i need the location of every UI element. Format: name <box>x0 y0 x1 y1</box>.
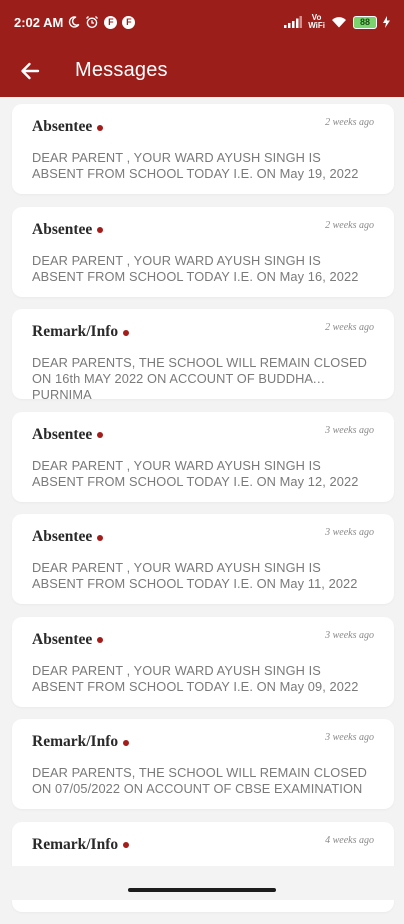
unread-dot <box>97 432 103 438</box>
message-category: Absentee <box>32 528 93 545</box>
message-category: Absentee <box>32 220 93 238</box>
message-card[interactable] <box>12 104 394 194</box>
message-category: Absentee <box>32 118 93 135</box>
message-category: Remark/Info <box>32 323 119 340</box>
unread-dot <box>123 740 129 746</box>
unread-dot <box>123 842 129 848</box>
status-bar <box>0 0 404 44</box>
unread-dot <box>97 125 103 131</box>
message-time: 3 weeks ago <box>325 424 374 436</box>
header <box>0 0 404 97</box>
message-text: DEAR PARENTS, THE SCHOOL WILL REMAIN CLOSED ON 07/05/2022 ON ACCOUNT OF CBSE EXAMINATION <box>32 765 367 796</box>
message-time: 4 weeks ago <box>325 834 374 846</box>
message-time: 3 weeks ago <box>325 732 374 743</box>
message-text: DEAR PARENT , YOUR WARD AYUSH SINGH IS ABSENT FROM SCHOOL TODAY I.E. ON May 12, 2022 <box>32 457 359 489</box>
message-card[interactable] <box>12 412 394 502</box>
message-text: DEAR PARENT , YOUR WARD AYUSH SINGH IS ABSENT FROM SCHOOL TODAY I.E. ON May 09, 2022 <box>32 662 359 694</box>
page-title: Messages <box>75 59 168 81</box>
message-time: 2 weeks ago <box>325 219 374 231</box>
back-button[interactable] <box>10 51 50 91</box>
unread-dot <box>97 535 103 541</box>
message-text: DEAR PARENT , YOUR WARD AYUSH SINGH IS ABSENT FROM SCHOOL TODAY I.E. ON May 19, 2022 <box>32 150 359 181</box>
app-f-icon: F <box>104 16 117 29</box>
message-time: 3 weeks ago <box>325 527 374 538</box>
moon-icon <box>68 16 80 28</box>
message-time: 2 weeks ago <box>325 117 374 128</box>
message-card[interactable] <box>12 514 394 604</box>
app-bar <box>0 44 404 97</box>
status-time: 2:02 AM <box>14 14 64 30</box>
navigation-bar <box>0 866 404 900</box>
message-list[interactable] <box>12 104 394 924</box>
message-category: Remark/Info <box>32 733 119 750</box>
unread-dot <box>97 227 103 233</box>
alarm-icon <box>85 15 99 29</box>
message-card[interactable] <box>12 719 394 809</box>
home-indicator[interactable] <box>128 888 276 892</box>
message-text: DEAR PARENT , YOUR WARD AYUSH SINGH IS ABSENT FROM SCHOOL TODAY I.E. ON May 11, 2022 <box>32 560 358 591</box>
message-card[interactable] <box>12 207 394 297</box>
message-category: Remark/Info <box>32 835 119 853</box>
message-card[interactable] <box>12 617 394 707</box>
wifi-icon <box>331 16 347 28</box>
charging-icon <box>383 16 390 28</box>
message-category: Absentee <box>32 630 93 648</box>
message-text: DEAR PARENT , YOUR WARD AYUSH SINGH IS ABSENT FROM SCHOOL TODAY I.E. ON May 16, 2022 <box>32 252 359 284</box>
message-time: 2 weeks ago <box>325 322 374 333</box>
message-text: DEAR PARENTS, THE SCHOOL WILL REMAIN CLOSED ON 16th MAY 2022 ON ACCOUNT OF BUDDHA PURNIMA <box>32 355 367 402</box>
unread-dot <box>123 330 129 336</box>
arrow-left-icon <box>20 62 40 80</box>
signal-icon <box>284 16 302 28</box>
battery-icon: 88 <box>353 16 377 29</box>
message-time: 3 weeks ago <box>325 629 374 641</box>
message-category: Absentee <box>32 425 93 443</box>
message-card[interactable] <box>12 309 394 402</box>
app-f-icon: F <box>122 16 135 29</box>
unread-dot <box>97 637 103 643</box>
vowifi-label: Vo WiFi <box>308 13 325 30</box>
